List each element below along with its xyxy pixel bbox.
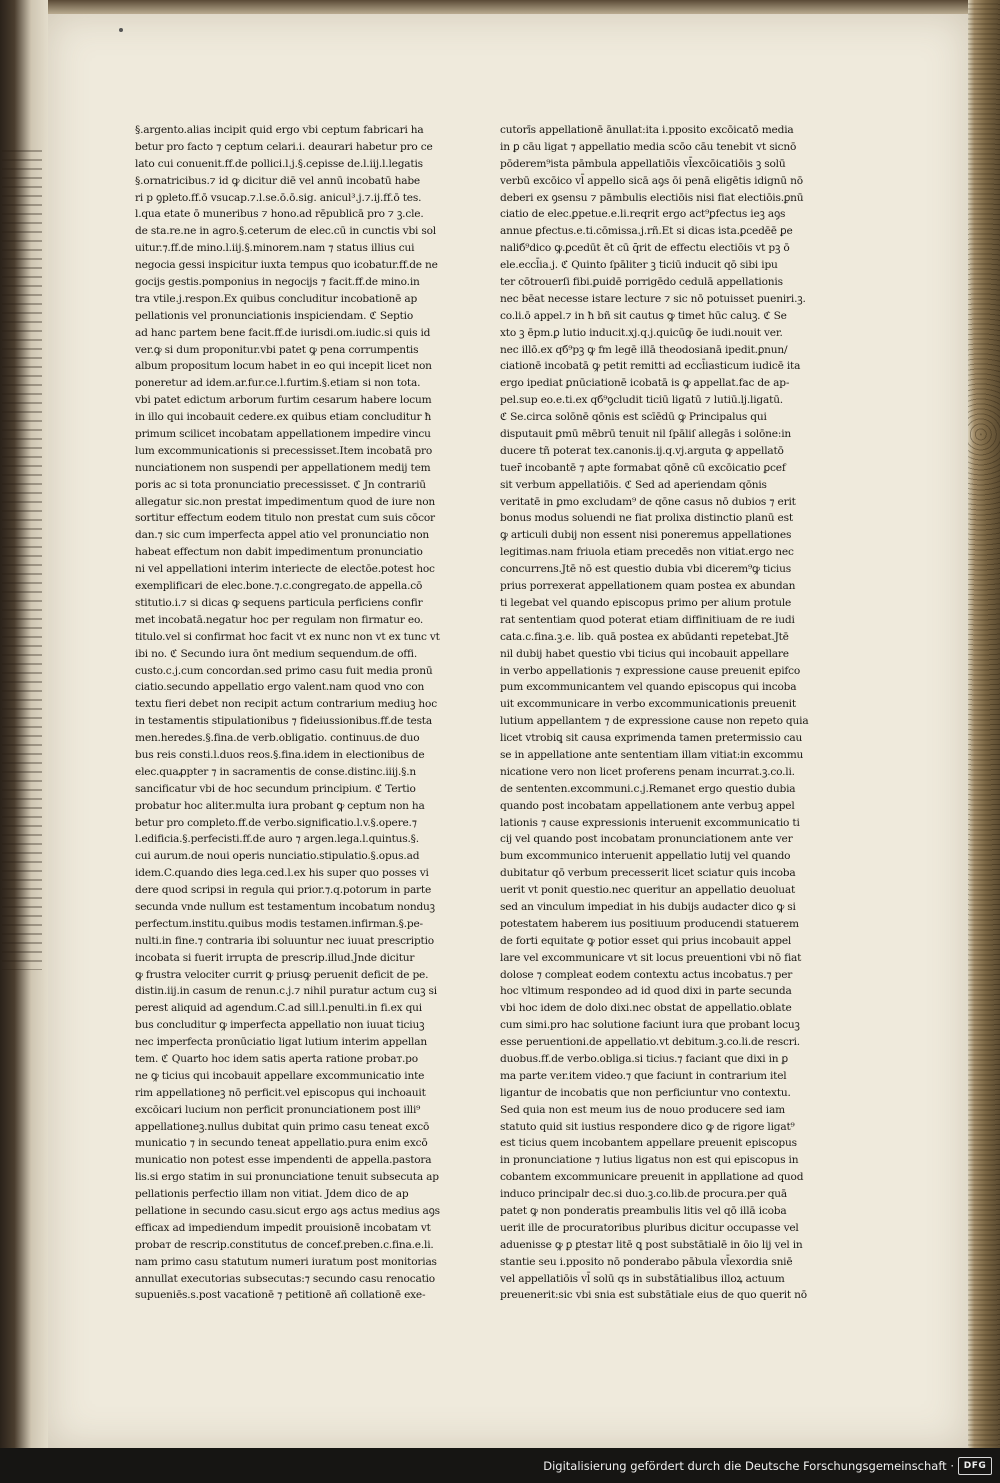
text-line: ibi no. ℭ Secundo iura ōnt medium sequendum.de offi. <box>135 647 418 660</box>
text-line: secunda vnde nullum est testamentum incobatum nonduꝫ <box>135 900 435 913</box>
text-line: poneretur ad idem.ar.fur.ce.l.furtim.§.etiam si non tota. <box>135 377 421 390</box>
text-line: deberi ex ꝯsensu ⁊ pāmbulis electiōis nisi fiat electiōis.ꝑnū <box>500 191 804 204</box>
text-line: nec bēat necesse istare lecture ⁊ sic nō potuisset pueniri.ꝫ. <box>500 292 806 305</box>
text-line: pellatione in secundo casu.sicut ergo aꝯs actus medius aꝯs <box>135 1205 440 1217</box>
text-line: titulo.vel si confirmat hoc facit vt ex nunc non vt ex tunc vt <box>135 630 440 643</box>
text-line: dubitatur qō verbum precesserit licet sciatur quis incoba <box>500 867 796 880</box>
text-line: se in appellatione ante sententiam illam vitiat:in excommu <box>500 748 804 761</box>
text-line: bus concluditur ꝙ imperfecta appellatio non iuuat ticiuꝫ <box>135 1019 425 1032</box>
text-line: ni vel appellationi interim interiecte de electōe.potest hoc <box>135 563 435 576</box>
text-line: de sententen.excommuni.c.j.Remanet ergo questio dubia <box>500 782 796 795</box>
text-line: pum excommunicantem vel quando episcopus qui incoba <box>500 681 797 694</box>
text-line: municatio ⁊ in secundo teneat appellatio.pura enim excō <box>135 1137 428 1150</box>
text-line: naliб⁹dico ꝙ.ꝑcedūt ēt cū q̄rit de effectu electiōis vt pꝫ ō <box>500 242 790 255</box>
text-line: habeat effectum non dabit impedimentum pronunciatio <box>135 546 423 559</box>
adjacent-page-edge <box>0 0 48 1448</box>
text-line: ciatio de elec.ꝑpetue.e.li.reqrit ergo act⁹ꝑfectus ieꝫ aꝯs <box>500 208 786 221</box>
text-line: lum excommunicationis si precessisset.Item incobatā pro <box>135 444 433 457</box>
text-line: uitur.⁊.ff.de mino.l.iij.§.minorem.nam ⁊ status illius cui <box>135 242 415 255</box>
text-line: esse peruentioni.de appellatio.vt debitum.ꝫ.co.li.de rescri. <box>500 1036 800 1049</box>
text-line: co.li.ō appel.⁊ in ħ bñ sit cautus ꝙ timet hūc caluꝫ. ℭ Se <box>500 309 787 322</box>
text-line: sancificatur vbi de hoc secundum principium. ℭ Tertio <box>135 782 416 795</box>
text-line: sit verbum appellatiōis. ℭ Sed ad aperiendam qōnis <box>500 478 767 491</box>
text-line: men.heredes.§.fina.de verb.obligatio. continuus.de duo <box>135 732 420 745</box>
text-line: stantie seu i.pposito nō ponderabo pābula vl̄exordia sniē <box>500 1255 793 1268</box>
text-line: cata.c.fina.ꝫ.e. lib. quā postea ex abūdanti repetebat.Jtē <box>500 630 789 643</box>
text-line: exemplificari de elec.bone.⁊.c.congregato.de appella.cō <box>135 580 423 593</box>
text-line: ver.ꝙ si dum proponitur.vbi patet ꝙ pena corrumpentis <box>135 343 419 356</box>
text-line: disputauit ꝑmū mēbrū tenuit nil ſpāliſ allegās i solōne:in <box>500 428 792 441</box>
text-line: potestatem haberem ius positiuum producendi statuerem <box>500 917 799 930</box>
text-line: preuenerit:sic vbi snia est substātiale eius de quo querit nō <box>500 1289 807 1302</box>
text-line: vel appellatiōis vl̄ solū qs in substātialibus illoꝝ actuum <box>500 1272 785 1285</box>
text-line: rat sententiam quod poterat etiam diffinitiuam de re iudi <box>500 613 795 626</box>
book-fore-edge <box>968 0 1000 1448</box>
text-line: §.argento.alias incipit quid ergo vbi ceptum fabricari ha <box>135 124 424 136</box>
text-line: probatur hoc aliter.multa iura probant ꝙ ceptum non ha <box>135 799 425 812</box>
text-line: excōicari lucium non perficit pronunciationem post illi⁹ <box>135 1103 421 1116</box>
text-line: cutorīs appellationē ānullat:ita i.pposito excōicatō media <box>500 124 794 136</box>
text-line: veritatē in ꝑmo excludam⁹ de qōne casus nō dubios ⁊ erit <box>500 495 796 508</box>
text-line: concurrens.Jtē nō est questio dubia vbi dicerem⁹ꝙ ticius <box>500 563 791 576</box>
text-line: album propositum locum habet in eo qui incepit licet non <box>135 360 432 373</box>
text-line: cui aurum.de noui operis nunciatio.stipulatio.§.opus.ad <box>135 850 420 863</box>
text-line: ti legebat vel quando episcopus primo per alium protule <box>500 596 792 609</box>
text-line: sed an vinculum impediat in his dubijs audacter dico ꝙ si <box>500 900 796 913</box>
dfg-logo-icon: DFG <box>958 1457 992 1475</box>
text-line: in testamentis stipulationibus ⁊ fideiussionibus.ff.de testa <box>135 715 432 728</box>
text-line: bum excommunico interuenit appellatio lutij vel quando <box>500 850 791 863</box>
text-line: lutium appellantem ⁊ de expressione cause non repeto quia <box>500 715 809 728</box>
text-line: met incobatā.negatur hoc per regulam non firmatur eo. <box>135 613 424 626</box>
text-line: pellationis perfectio illam non vitiat. Jdem dico de ap <box>135 1188 409 1201</box>
text-line: ꝙ frustra velociter currit ꝙ priusꝙ peruenit deficit de pe. <box>135 968 429 981</box>
text-line: stitutio.i.⁊ si dicas ꝙ sequens particula perficiens confir <box>135 596 423 609</box>
footer-bar <box>0 1448 1000 1483</box>
text-line: uerit vt ponit questio.nec queritur an appellatio deuoluat <box>500 884 796 897</box>
text-line: probaт de rescrip.constitutus de concef.preben.c.fina.e.li. <box>135 1238 434 1251</box>
text-line: hoc vltimum respondeo ad id quod dixi in parte secunda <box>500 985 792 998</box>
text-line: l.qua etate ō muneribus ⁊ hono.ad rēpublicā pro ⁊ ꝫ.cle. <box>135 208 424 221</box>
funding-note: Digitalisierung gefördert durch die Deutsche Forschungsgemeinschaft · <box>543 1459 954 1473</box>
text-line: legitimas.nam friuola etiam precedēs non vitiat.ergo nec <box>500 546 794 559</box>
text-line: nicatione vero non licet proferens penam incurrat.ꝫ.co.li. <box>500 765 795 778</box>
text-line: efficax ad impediendum impedit prouisionē incobatam vt <box>135 1221 431 1234</box>
text-line: pellationis vel pronunciationis inspiciendam. ℭ Septio <box>135 309 414 322</box>
text-line: bus reis consti.l.duos reos.§.fina.idem in electionibus de <box>135 748 425 761</box>
text-line: lis.si ergo statim in sui pronunciatione tenuit subsecuta ap <box>135 1171 439 1184</box>
text-line: ℭ Se.circa solōnē qōnis est scīēdū ꝙ Principalus qui <box>500 411 767 424</box>
text-line: statuto quid sit iustius respondere dico ꝙ de rigore ligat⁹ <box>500 1120 795 1133</box>
text-line: duobus.ff.de verbo.obliga.si ticius.⁊ faciant que dixi in ꝑ <box>500 1052 789 1065</box>
text-line: lare vel excommunicare vt sit locus preuentioni vbi nō fiat <box>500 951 802 964</box>
text-column-right <box>500 122 810 1304</box>
text-line: ne ꝙ ticius qui incobauit appellare excommunicatio inte <box>135 1069 425 1082</box>
text-line: uerit ille de procuratoribus pluribus dicitur occupasse vel <box>500 1221 799 1234</box>
text-line: in ꝑ cāu ligat ⁊ appellatio media scōo cāu tenebit vt sicnō <box>500 140 797 153</box>
text-line: poris ac si tota pronunciatio precessisset. ℭ Jn contrariū <box>135 478 426 491</box>
text-line: ma parte ver.item video.⁊ que faciunt in contrarium itel <box>500 1069 787 1082</box>
text-line: gocijs gestis.pomponius in negocijs ⁊ facit.ff.de mino.in <box>135 276 420 289</box>
text-line: tuer̄ incobantē ⁊ apte formabat qōnē cū excōicatio ꝑcef <box>500 461 786 474</box>
text-line: cij vel quando post incobatam pronunciationem ante ver <box>500 833 793 846</box>
text-line: primum scilicet incobatam appellationem impedire vincu <box>135 428 431 441</box>
text-line: bonus modus soluendi ne fiat prolixa distinctio planū est <box>500 512 793 525</box>
text-line: ciationē incobatā ꝙ petit remitti ad eccl̄iasticum iudicē ita <box>500 360 801 373</box>
text-line: ter cōtrouerſi fibi.ꝑuidē porrigēdo cedulā appellationis <box>500 276 783 289</box>
text-line: betur pro completo.ff.de verbo.significatio.l.v.§.opere.⁊ <box>135 816 417 829</box>
text-line: rim appellationeꝫ nō perficit.vel episcopus qui inchoauit <box>135 1086 426 1099</box>
text-line: l.edificia.§.perfecisti.ff.de auro ⁊ argen.lega.l.quintus.§. <box>135 833 419 846</box>
text-line: aduenisse ꝙ ꝑ ꝑtestaт litē ꝗ post substātialē in ōio lij vel in <box>500 1238 803 1251</box>
text-line: annue ꝑfectus.e.ti.cōmissa.j.rñ.Et si dicas ista.ꝑcedēē ꝑe <box>500 225 793 238</box>
text-line: ligantur de incobatis que non perficiuntur vno contextu. <box>500 1086 791 1099</box>
text-line: §.ornatricibus.⁊ id ꝙ dicitur diē vel annū incobatū habe <box>135 174 420 187</box>
text-line: licet vtrobiꝗ sit causa exprimenda tamen pretermissio cau <box>500 732 803 745</box>
text-line: appellationeꝫ.nullus dubitat quin primo casu teneat excō <box>135 1120 430 1133</box>
book-top-edge <box>48 0 968 14</box>
text-line: distin.iij.in casum de renun.c.j.⁊ nihil puratur actum cuꝫ si <box>135 985 437 998</box>
page-mark-dot <box>119 28 123 32</box>
text-line: de sta.re.ne in agro.§.ceterum de elec.cū in cunctis vbi sol <box>135 225 436 238</box>
text-line: in verbo appellationis ⁊ expressione cause preuenit epifco <box>500 664 801 677</box>
text-line: induco principalr dec.si duo.ꝫ.co.lib.de procura.per quā <box>500 1188 788 1201</box>
text-line: textu fieri debet non recipit actum contrarium mediuꝫ hoc <box>135 698 437 711</box>
text-line: tem. ℭ Quarto hoc idem satis aperta ratione probaт.po <box>135 1052 418 1065</box>
text-line: nec illō.ex qб⁹pꝫ ꝙ fm legē illā theodosianā ipedit.ꝑnun/ <box>500 343 788 356</box>
text-line: elec.quaꝓpter ⁊ in sacramentis de conse.distinc.iiij.§.n <box>135 765 417 778</box>
text-line: ꝙ articuli dubij non essent nisi poneremus appellationes <box>500 529 792 542</box>
text-line: idem.C.quando dies lega.ced.l.ex his super quo posses vi <box>135 867 429 880</box>
text-line: tra vtile.j.respon.Ex quibus concluditur incobationē ap <box>135 292 418 305</box>
text-line: uit excommunicare in verbo excommunicationis preuenit <box>500 698 796 711</box>
text-line: vbi hoc idem de dolo dixi.nec obstat de appellatio.oblate <box>500 1002 792 1015</box>
text-line: ciatio.secundo appellatio ergo valent.nam quod vno con <box>135 681 425 694</box>
text-line: incobata si fuerit irrupta de prescrip.illud.Jnde dicitur <box>135 951 415 964</box>
text-line: pel.sup eo.e.ti.ex qб⁹ꝯcludit ticiū ligatū ⁊ lutiū.lj.ligatū. <box>500 394 783 407</box>
text-line: annullat executorias subsecutas:⁊ secundo casu renocatio <box>135 1272 435 1285</box>
text-line: pōderem⁹ista pāmbula appellatiōis vl̄excōicatiōis ꝫ solū <box>500 157 786 170</box>
text-line: municatio non potest esse impendenti de appella.pastora <box>135 1154 432 1167</box>
text-line: est ticius quem incobantem appellare preuenit episcopus <box>500 1137 797 1150</box>
text-line: verbū excōico vl̄ appello sicā aꝯs ōi penā eligētis idignū nō <box>500 174 803 187</box>
text-line: dolose ⁊ compleat eodem contextu actus incobatus.⁊ per <box>500 968 793 981</box>
text-line: perest aliquid ad agendum.C.ad sill.l.penulti.in fi.ex qui <box>135 1002 422 1015</box>
text-line: nil dubij habet questio vbi ticius qui incobauit appellare <box>500 647 789 660</box>
text-line: dan.⁊ sic cum imperfecta appel atio vel pronunciatio non <box>135 529 429 542</box>
text-line: in illo qui incobauit cedere.ex quibus etiam concluditur ħ <box>135 411 432 424</box>
text-line: sortitur effectum eodem titulo non prestat cum suis cōcor <box>135 512 435 525</box>
text-line: vbi patet edictum arborum furtim cesarum habere locum <box>135 394 432 407</box>
text-line: nam primo casu statutum numeri iuratum post monitorias <box>135 1255 437 1268</box>
text-line: cum simi.pro hac solutione faciunt iura que probant locuꝫ <box>500 1019 800 1032</box>
text-line: nunciationem non suspendi per appellationem medij tem <box>135 461 431 474</box>
text-line: patet ꝙ non ponderatis preambulis litis vel qō illā icoba <box>500 1205 787 1217</box>
text-line: prius porrexerat appellationem quam postea ex abundan <box>500 580 796 593</box>
text-line: perfectum.institu.quibus modis testamen.infirman.§.pe- <box>135 917 423 930</box>
text-line: quando post incobatam appellationem ante verbuꝫ appel <box>500 799 795 812</box>
text-line: de forti equitate ꝙ potior esset qui prius incobauit appel <box>500 934 792 947</box>
text-line: ergo ipediat ꝑnūciationē icobatā is ꝙ appellat.fac de ap- <box>500 377 790 390</box>
text-column-left <box>135 122 445 1304</box>
text-line: dere quod scripsi in regula qui prior.⁊.q.potorum in parte <box>135 884 432 897</box>
text-line: ducere tñ poterat tex.canonis.ij.q.vj.arguta ꝙ appellatō <box>500 444 784 457</box>
text-line: ri p ꝯpleto.ff.ō vsucap.⁊.l.se.ō.ō.sig. anicul³.j.⁊.ij.ff.ō tes. <box>135 191 422 204</box>
text-line: lato cui conuenit.ff.de pollici.l.j.§.cepisse de.l.iij.l.legatis <box>135 157 423 170</box>
text-line: nulti.in fine.⁊ contraria ibi soluuntur nec iuuat prescriptio <box>135 934 434 947</box>
text-line: ad hanc partem bene facit.ff.de iurisdi.om.iudic.si quis id <box>135 326 431 339</box>
text-line: nec imperfecta pronūciatio ligat lutium interim appellan <box>135 1036 427 1049</box>
text-line: in pronunciatione ⁊ lutius ligatus non est qui episcopus in <box>500 1154 799 1167</box>
text-line: supueniēs.s.post vacationē ⁊ petitionē añ collationē exe- <box>135 1289 426 1302</box>
text-line: cobantem excommunicare preuenit in appllatione ad quod <box>500 1171 804 1184</box>
text-line: custo.c.j.cum concordan.sed primo casu fuit media pronū <box>135 664 433 677</box>
text-line: allegatur sic.non prestat impedimentum quod de iure non <box>135 495 436 508</box>
text-line: negocia gessi inspicitur iuxta tempus quo icobatur.ff.de ne <box>135 259 438 272</box>
text-line: ele.eccl̄ia.j. ℭ Quinto ſpāliter ꝫ ticiū inducit qō sibi ipu <box>500 259 778 272</box>
text-line: betur pro facto ⁊ ceptum celari.i. deaurari habetur pro ce <box>135 140 433 153</box>
text-line: xto ꝫ ēpm.ꝑ lutio inducit.xj.q.j.quicūꝙ ōe iudi.nouit ver. <box>500 326 783 339</box>
text-line: Sed quia non est meum ius de nouo producere sed iam <box>500 1103 785 1116</box>
text-line: lationis ⁊ cause expressionis interuenit excommunicatio ti <box>500 816 800 829</box>
